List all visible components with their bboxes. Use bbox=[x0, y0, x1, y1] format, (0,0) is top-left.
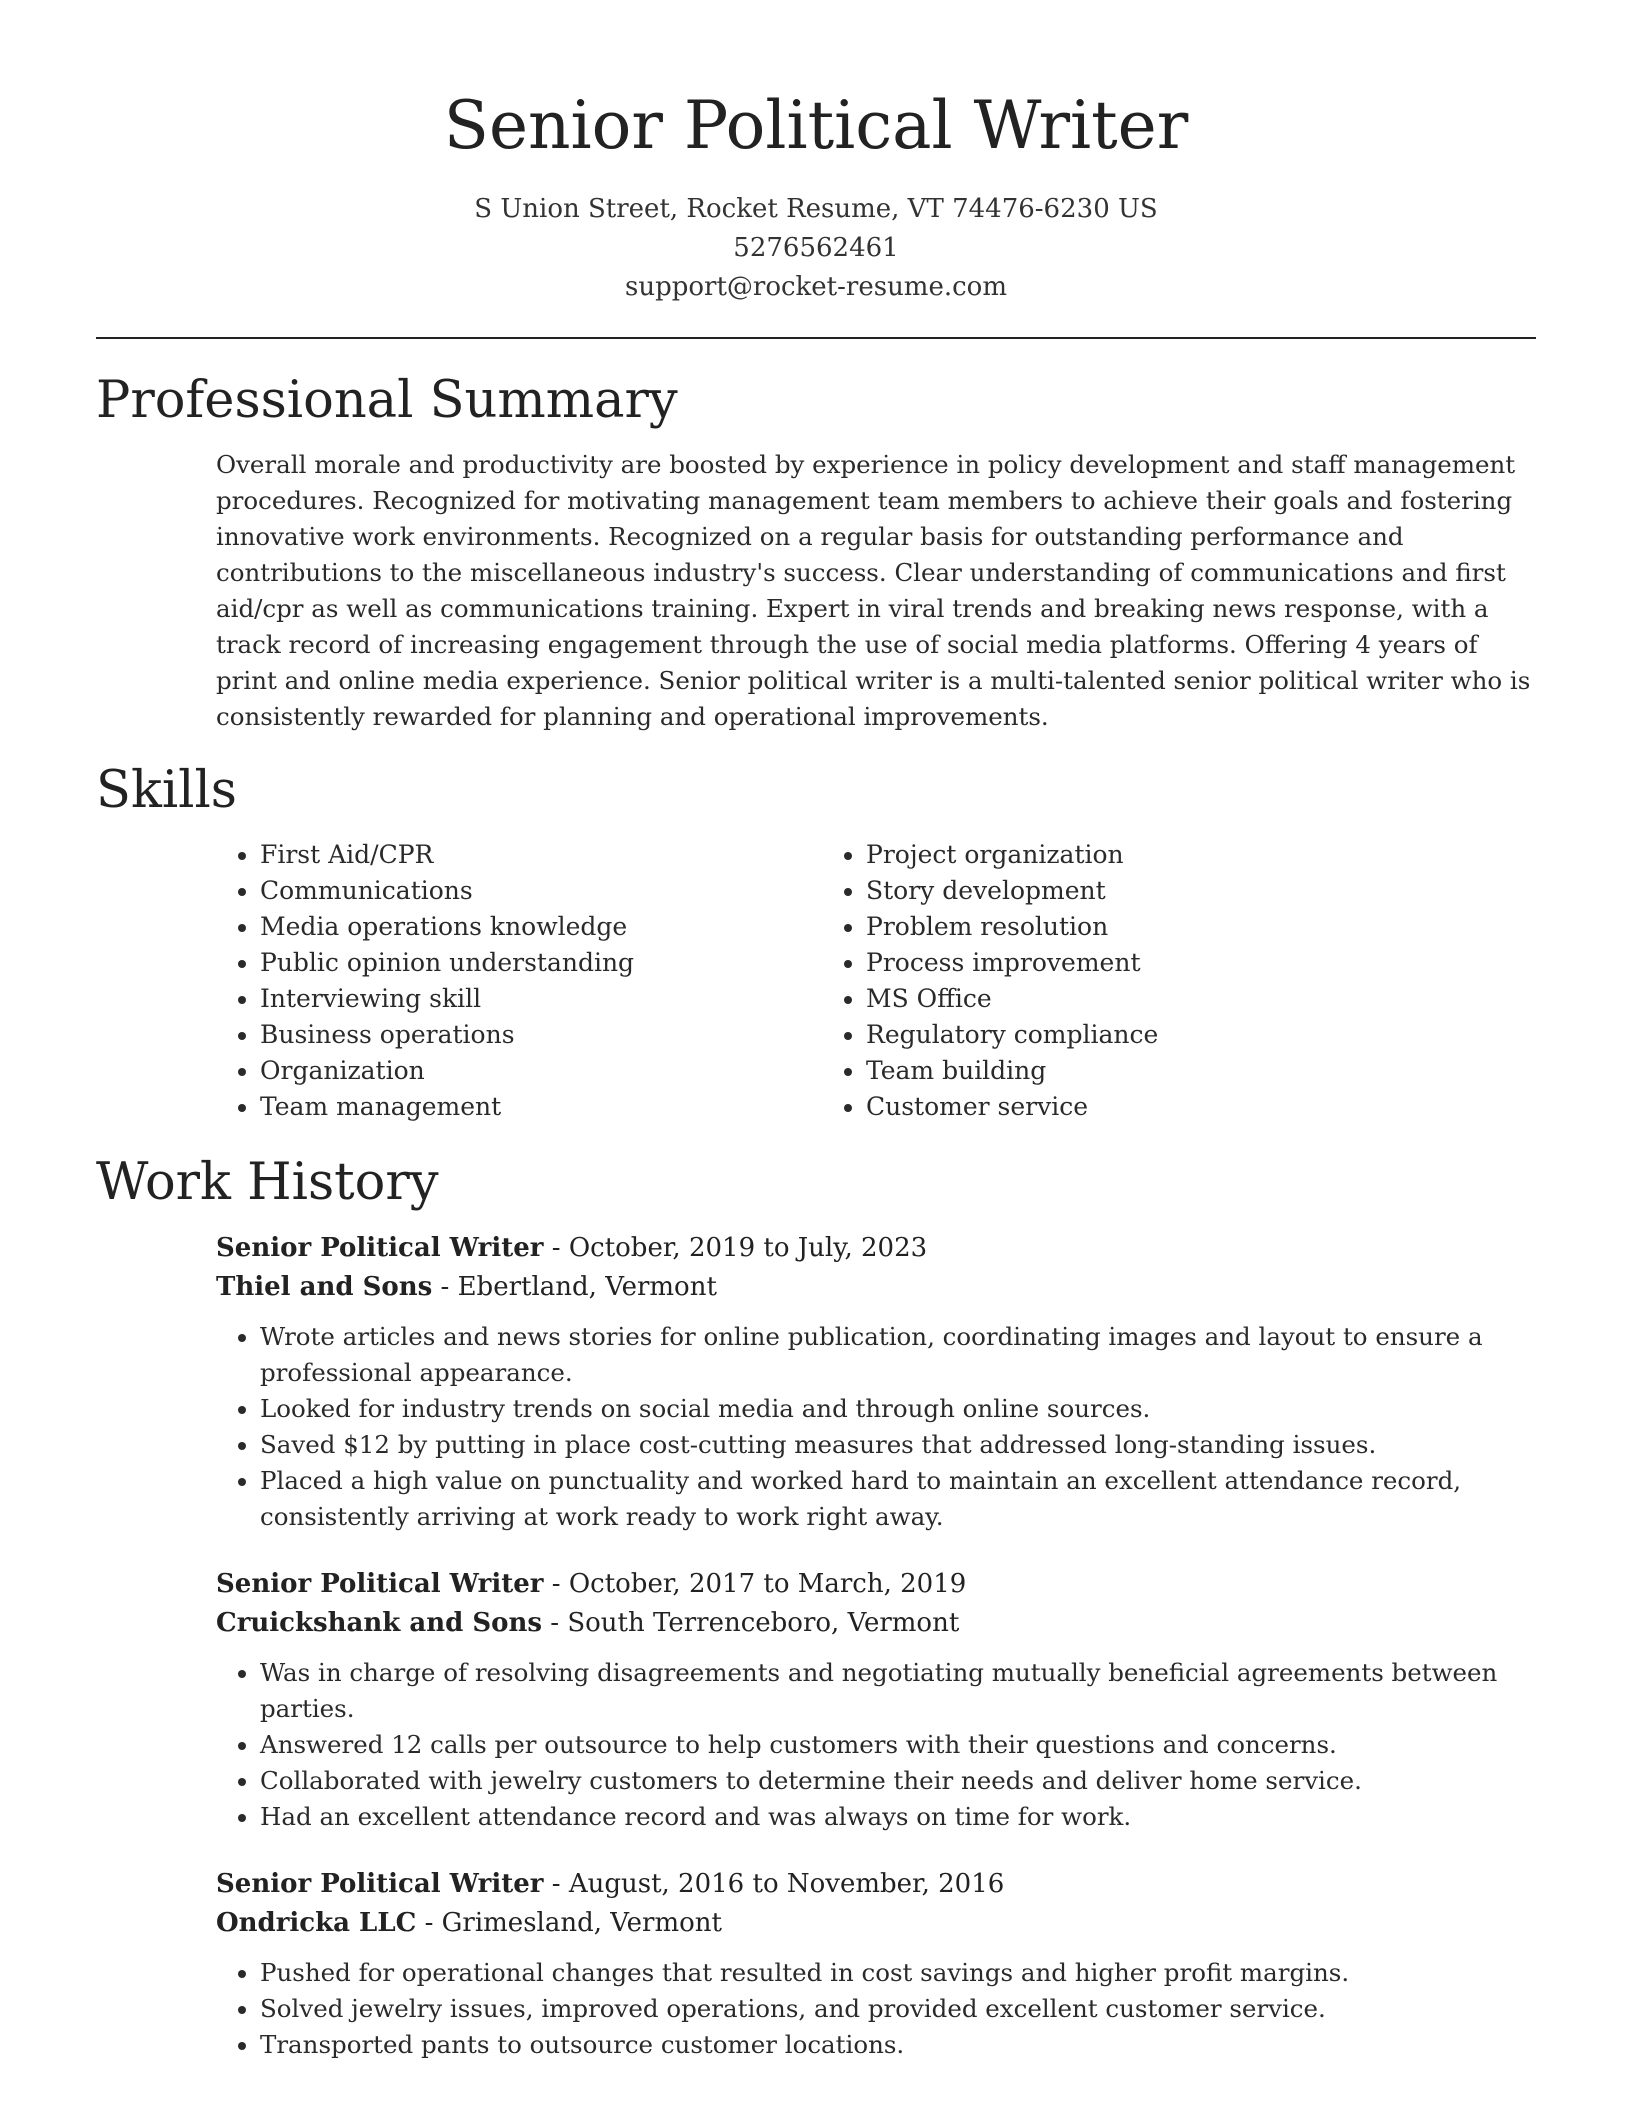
job-company-line: Thiel and Sons - Ebertland, Vermont bbox=[216, 1272, 717, 1302]
skill-item: • Regulatory compliance bbox=[866, 1017, 1536, 1053]
skills-column-left bbox=[216, 837, 822, 1125]
job-duty: • Wrote articles and news stories for online publication, coordinating images and layout to ensure a professional appearance. bbox=[260, 1319, 1536, 1391]
header-divider bbox=[96, 337, 1536, 339]
job-duty: • Looked for industry trends on social media and through online sources. bbox=[260, 1391, 1536, 1427]
skill-item: • Team building bbox=[866, 1053, 1536, 1089]
skill-item: • Interviewing skill bbox=[260, 981, 822, 1017]
resume-header bbox=[96, 0, 1536, 307]
job-duty: • Placed a high value on punctuality and worked hard to maintain an excellent attendance record, consistently arriving at work ready to work right away. bbox=[260, 1463, 1536, 1535]
skill-item: • First Aid/CPR bbox=[260, 837, 822, 873]
contact-info bbox=[96, 190, 1536, 307]
job-dates: October, 2017 to March, 2019 bbox=[568, 1569, 967, 1599]
job-location: Grimesland, Vermont bbox=[441, 1908, 722, 1938]
job-duty: • Solved jewelry issues, improved operations, and provided excellent customer service. bbox=[260, 1991, 1536, 2027]
job-duty: • Had an excellent attendance record and was always on time for work. bbox=[260, 1799, 1536, 1835]
job-title-line: Senior Political Writer - October, 2019 to July, 2023 bbox=[216, 1233, 928, 1263]
job-dates: October, 2019 to July, 2023 bbox=[568, 1233, 928, 1263]
skill-item: • Business operations bbox=[260, 1017, 822, 1053]
job-duties bbox=[216, 1655, 1536, 1835]
skill-item: • Team management bbox=[260, 1089, 822, 1125]
job-duties bbox=[216, 1955, 1536, 2063]
skill-item: • Communications bbox=[260, 873, 822, 909]
job-company: Thiel and Sons bbox=[216, 1272, 433, 1302]
job-entry bbox=[216, 1865, 1536, 2063]
work-history-heading: Work History bbox=[96, 1153, 439, 1212]
job-location: South Terrenceboro, Vermont bbox=[567, 1608, 960, 1638]
job-duty: • Was in charge of resolving disagreements and negotiating mutually beneficial agreements between parties. bbox=[260, 1655, 1536, 1727]
candidate-name: Senior Political Writer bbox=[443, 87, 1189, 164]
skills-heading: Skills bbox=[96, 761, 237, 820]
job-title: Senior Political Writer bbox=[216, 1869, 544, 1899]
resume-page bbox=[96, 0, 1536, 2093]
summary-heading: Professional Summary bbox=[96, 371, 678, 430]
job-title-line: Senior Political Writer - October, 2017 to March, 2019 bbox=[216, 1569, 967, 1599]
skill-item: • Public opinion understanding bbox=[260, 945, 822, 981]
skill-item: • Organization bbox=[260, 1053, 822, 1089]
job-company: Cruickshank and Sons bbox=[216, 1608, 543, 1638]
job-entry bbox=[216, 1565, 1536, 1835]
job-location: Ebertland, Vermont bbox=[457, 1272, 717, 1302]
skill-item: • Story development bbox=[866, 873, 1536, 909]
contact-address: S Union Street, Rocket Resume, VT 74476-6230 US bbox=[474, 194, 1158, 224]
job-dates: August, 2016 to November, 2016 bbox=[568, 1869, 1005, 1899]
skill-item: • Media operations knowledge bbox=[260, 909, 822, 945]
work-history-list bbox=[216, 1229, 1536, 2063]
job-title: Senior Political Writer bbox=[216, 1233, 544, 1263]
job-title-line: Senior Political Writer - August, 2016 to November, 2016 bbox=[216, 1869, 1005, 1899]
skills-grid bbox=[216, 837, 1536, 1125]
job-company-line: Cruickshank and Sons - South Terrenceboro, Vermont bbox=[216, 1608, 960, 1638]
contact-phone: 5276562461 bbox=[733, 233, 899, 263]
job-duty: • Collaborated with jewelry customers to determine their needs and deliver home service. bbox=[260, 1763, 1536, 1799]
summary-text: Overall morale and productivity are boosted by experience in policy development and staff management procedures. Recognized for motivating management team members to achieve their goals and fostering innovative work environments. Recognized on a regular basis for outstanding performance and contributions to the miscellaneous industry's success. Clear understanding of communications and first aid/cpr as well as communications training. Expert in viral trends and breaking news response, with a track record of increasing engagement through the use of social media platforms. Offering 4 years of print and online media experience. Senior political writer is a multi-talented senior political writer who is consistently rewarded for planning and operational improvements. bbox=[216, 450, 1531, 731]
job-company: Ondricka LLC bbox=[216, 1908, 417, 1938]
skills-column-right bbox=[822, 837, 1536, 1125]
skill-item: • Customer service bbox=[866, 1089, 1536, 1125]
job-duties bbox=[216, 1319, 1536, 1535]
job-company-line: Ondricka LLC - Grimesland, Vermont bbox=[216, 1908, 722, 1938]
skill-item: • MS Office bbox=[866, 981, 1536, 1017]
job-duty: • Answered 12 calls per outsource to help customers with their questions and concerns. bbox=[260, 1727, 1536, 1763]
job-title: Senior Political Writer bbox=[216, 1569, 544, 1599]
job-duty: • Saved $12 by putting in place cost-cutting measures that addressed long-standing issues. bbox=[260, 1427, 1536, 1463]
job-duty: • Transported pants to outsource customer locations. bbox=[260, 2027, 1536, 2063]
skill-item: • Project organization bbox=[866, 837, 1536, 873]
job-duty: • Pushed for operational changes that resulted in cost savings and higher profit margins. bbox=[260, 1955, 1536, 1991]
skill-item: • Process improvement bbox=[866, 945, 1536, 981]
job-entry bbox=[216, 1229, 1536, 1535]
contact-email: support@rocket-resume.com bbox=[624, 272, 1007, 302]
skill-item: • Problem resolution bbox=[866, 909, 1536, 945]
